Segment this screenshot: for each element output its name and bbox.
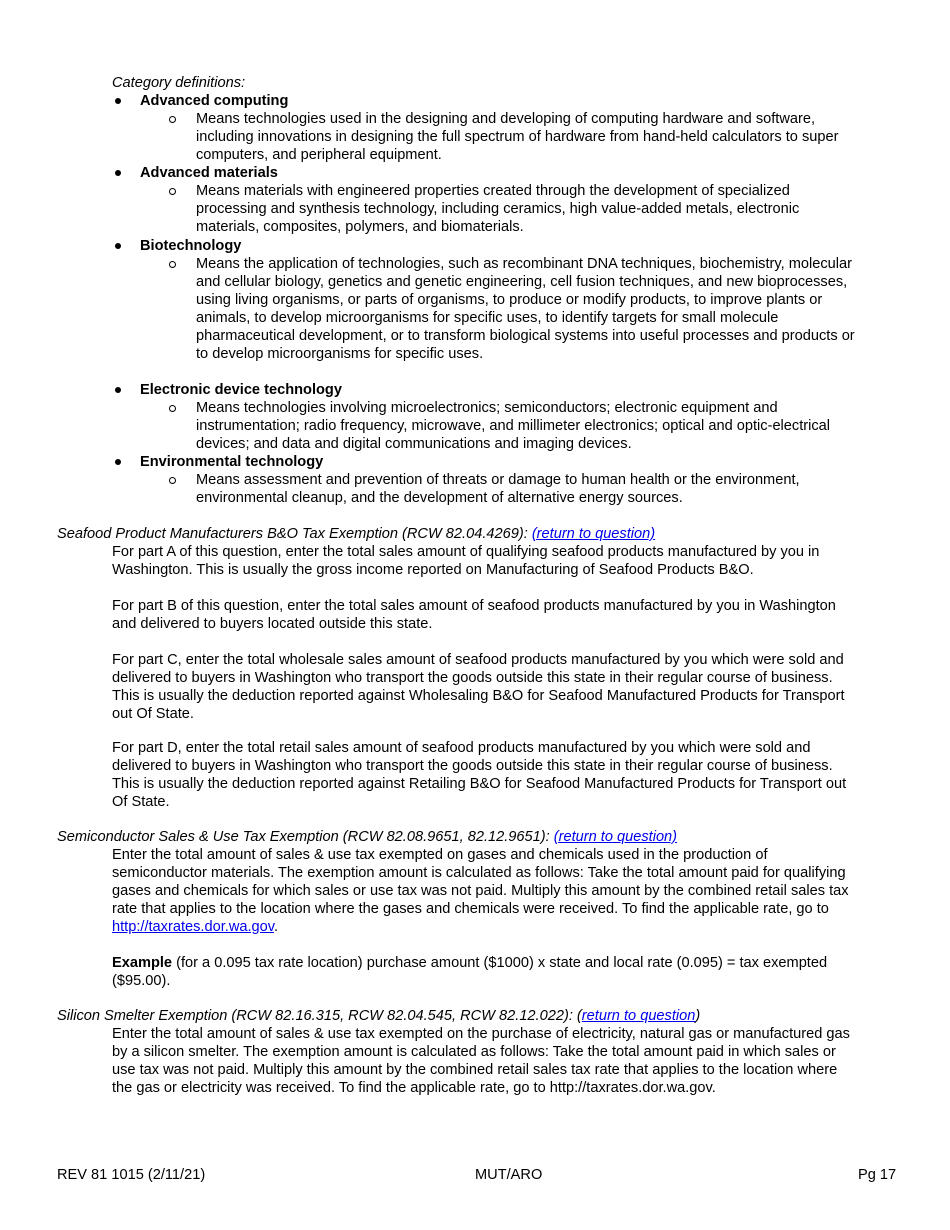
seafood-text-line: This is usually the deduction reported against Wholesaling B&O for Seafood Manufactured Products for Transport <box>112 688 845 704</box>
semiconductor-return-to-question-link[interactable]: (return to question) <box>553 829 678 845</box>
category-text-line: and cellular biology, genetics and genetic engineering, cell fusion techniques, and new bioprocesses, <box>196 274 848 290</box>
silicon-return-to-question-link[interactable]: return to question <box>581 1008 696 1024</box>
example-row <box>112 954 827 972</box>
category-title-biotechnology: Biotechnology <box>140 238 242 254</box>
category-title-advanced-materials: Advanced materials <box>140 165 278 181</box>
seafood-heading: Seafood Product Manufacturers B&O Tax Exemption (RCW 82.04.4269): <box>57 526 532 542</box>
bullet-icon <box>115 387 121 393</box>
bullet-icon <box>115 243 121 249</box>
category-title-environmental-technology: Environmental technology <box>140 454 324 470</box>
category-text-line: devices; and data and digital communications and imaging devices. <box>196 436 632 452</box>
semiconductor-url-row <box>112 918 278 936</box>
category-text-line: instrumentation; radio frequency, microwave, and millimeter electronics; optical and optic-electrical <box>196 418 831 434</box>
semiconductor-text-line: gases and chemicals for which sales or use tax was not paid. Multiply this amount by the combined retail sales tax <box>112 883 849 899</box>
bullet-icon <box>115 459 121 465</box>
silicon-text-line: the gas or electricity was received. To find the applicable rate, go to http://taxrates.dor.wa.gov. <box>112 1080 716 1096</box>
semiconductor-heading-row <box>57 828 677 846</box>
category-text-line: materials, composites, polymers, and biomaterials. <box>196 219 524 235</box>
category-text-line: pharmaceutical development, or to transform biological systems into useful processes and products or <box>196 328 855 344</box>
category-text-line: computers, and peripheral equipment. <box>196 147 442 163</box>
semiconductor-text-line: Enter the total amount of sales & use tax exempted on gases and chemicals used in the production of <box>112 847 768 863</box>
category-definitions-heading: Category definitions: <box>112 75 246 91</box>
taxrates-link[interactable]: http://taxrates.dor.wa.gov <box>112 919 274 935</box>
url-period: . <box>273 919 279 935</box>
footer-center: MUT/ARO <box>475 1167 543 1183</box>
silicon-heading-close: ) <box>695 1008 701 1024</box>
seafood-text-line: delivered to buyers in Washington who transport the goods outside this state in their regular course of business. <box>112 758 833 774</box>
silicon-text-line: use tax was not paid. Multiply this amount by the combined retail sales tax rate that applies to the location where <box>112 1062 838 1078</box>
seafood-text-line: Of State. <box>112 794 170 810</box>
semiconductor-text-line: rate that applies to the location where the gases and chemicals were received. To find the applicable rate, go to <box>112 901 829 917</box>
category-text-line: processing and synthesis technology, including ceramics, high value-added metals, electronic <box>196 201 800 217</box>
silicon-heading: Silicon Smelter Exemption (RCW 82.16.315, RCW 82.04.545, RCW 82.12.022): ( <box>57 1008 582 1024</box>
footer-page-number: Pg 17 <box>858 1167 897 1183</box>
category-text-line: Means materials with engineered properties created through the development of specialized <box>196 183 790 199</box>
seafood-return-to-question-link[interactable]: (return to question) <box>531 526 656 542</box>
circle-bullet-icon <box>169 188 176 195</box>
seafood-text-line: out Of State. <box>112 706 194 722</box>
bullet-icon <box>115 98 121 104</box>
silicon-heading-row <box>57 1007 700 1025</box>
circle-bullet-icon <box>169 261 176 268</box>
seafood-heading-row <box>57 525 655 543</box>
seafood-text-line: delivered to buyers in Washington who transport the goods outside this state in their regular course of business. <box>112 670 833 686</box>
category-title-advanced-computing: Advanced computing <box>140 93 289 109</box>
category-text-line: Means the application of technologies, such as recombinant DNA techniques, biochemistry, molecular <box>196 256 852 272</box>
silicon-text-line: by a silicon smelter. The exemption amount is calculated as follows: Take the total amount paid in which sales or <box>112 1044 836 1060</box>
silicon-text-line: Enter the total amount of sales & use tax exempted on the purchase of electricity, natural gas or manufactured gas <box>112 1026 850 1042</box>
category-text-line: Means technologies used in the designing and developing of computing hardware and software, <box>196 111 816 127</box>
category-text-line: Means technologies involving microelectronics; semiconductors; electronic equipment and <box>196 400 778 416</box>
semiconductor-heading: Semiconductor Sales & Use Tax Exemption (RCW 82.08.9651, 82.12.9651): <box>57 829 554 845</box>
seafood-text-line: For part D, enter the total retail sales amount of seafood products manufactured by you which were sold and <box>112 740 811 756</box>
seafood-text-line: For part B of this question, enter the total sales amount of seafood products manufactured by you in Washington <box>112 598 836 614</box>
category-text-line: environmental cleanup, and the development of alternative energy sources. <box>196 490 683 506</box>
footer-form-id: REV 81 1015 (2/11/21) <box>57 1167 206 1183</box>
category-text-line: using living organisms, or parts of organisms, to produce or modify products, to improve plants or <box>196 292 823 308</box>
category-text-line: including innovations in designing the full spectrum of hardware from hand-held calculators to super <box>196 129 839 145</box>
category-text-line: to develop microorganisms for specific uses. <box>196 346 484 362</box>
category-text-line: Means assessment and prevention of threats or damage to human health or the environment, <box>196 472 800 488</box>
seafood-text-line: and delivered to buyers located outside this state. <box>112 616 433 632</box>
circle-bullet-icon <box>169 116 176 123</box>
seafood-text-line: Washington. This is usually the gross income reported on Manufacturing of Seafood Products B&O. <box>112 562 754 578</box>
bullet-icon <box>115 170 121 176</box>
seafood-text-line: This is usually the deduction reported against Retailing B&O for Seafood Manufactured Products for Transport out <box>112 776 847 792</box>
category-title-electronic-device-technology: Electronic device technology <box>140 382 342 398</box>
example-text-line: ($95.00). <box>112 973 171 989</box>
category-text-line: animals, to develop microorganisms for specific uses, to identify targets for small molecule <box>196 310 779 326</box>
circle-bullet-icon <box>169 477 176 484</box>
circle-bullet-icon <box>169 405 176 412</box>
example-text: (for a 0.095 tax rate location) purchase amount ($1000) x state and local rate (0.095) = tax exempted <box>172 955 828 971</box>
seafood-text-line: For part C, enter the total wholesale sales amount of seafood products manufactured by you which were sold and <box>112 652 844 668</box>
example-label: Example <box>112 955 173 971</box>
semiconductor-text-line: semiconductor materials. The exemption amount is calculated as follows: Take the total amount paid for qualifying <box>112 865 846 881</box>
seafood-text-line: For part A of this question, enter the total sales amount of qualifying seafood products manufactured by you in <box>112 544 820 560</box>
